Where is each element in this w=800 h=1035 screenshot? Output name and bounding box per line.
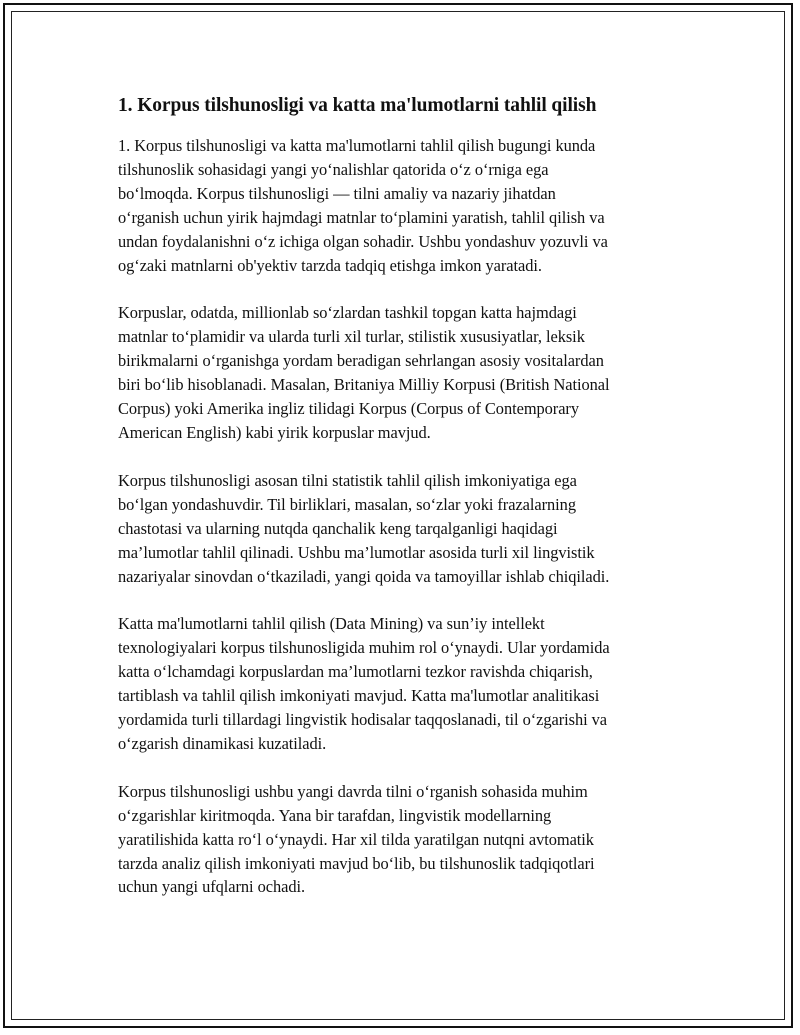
text-line: chastotasi va ularning nutqda qanchalik keng tarqalganligi haqidagi: [118, 518, 558, 538]
text-line: matnlar to‘plamidir va ularda turli xil turlar, stilistik xususiyatlar, leksik: [118, 327, 585, 347]
text-line: ma’lumotlar tahlil qilinadi. Ushbu ma’lumotlar asosida turli xil lingvistik: [118, 542, 595, 562]
text-line: katta o‘lchamdagi korpuslardan ma’lumotlarni tezkor ravishda chiqarish,: [118, 662, 593, 682]
text-line: Korpuslar, odatda, millionlab so‘zlardan tashkil topgan katta hajmdagi: [118, 303, 577, 323]
text-line: Katta ma'lumotlarni tahlil qilish (Data Mining) va sun’iy intellekt: [118, 614, 545, 634]
text-line: undan foydalanishni o‘z ichiga olgan sohadir. Ushbu yondashuv yozuvli va: [118, 231, 608, 251]
paragraph-4: [118, 612, 678, 755]
text-line: bo‘lmoqda. Korpus tilshunosligi — tilni amaliy va nazariy jihatdan: [118, 183, 556, 203]
text-line: Corpus) yoki Amerika ingliz tilidagi Korpus (Corpus of Contemporary: [118, 399, 579, 419]
text-line: 1. Korpus tilshunosligi va katta ma'lumotlarni tahlil qilish bugungi kunda: [118, 136, 596, 155]
text-line: o‘rganish uchun yirik hajmdagi matnlar to‘plamini yaratish, tahlil qilish va: [118, 207, 605, 227]
text-line: tartiblash va tahlil qilish imkoniyati mavjud. Katta ma'lumotlar analitikasi: [118, 686, 600, 706]
text-line: o‘zgarish dinamikasi kuzatiladi.: [118, 733, 327, 753]
text-line: tilshunoslik sohasidagi yangi yo‘nalishlar qatorida o‘z o‘rniga ega: [118, 159, 549, 179]
document-body: [118, 93, 678, 923]
text-line: og‘zaki matnlarni ob'yektiv tarzda tadqiq etishga imkon yaratadi.: [118, 255, 542, 275]
paragraph-1: [118, 134, 678, 277]
document-title: 1. Korpus tilshunosligi va katta ma'lumotlarni tahlil qilish: [118, 95, 597, 116]
paragraph-2: [118, 301, 678, 444]
text-line: American English) kabi yirik korpuslar mavjud.: [118, 422, 431, 442]
text-line: Korpus tilshunosligi asosan tilni statistik tahlil qilish imkoniyatiga ega: [118, 470, 577, 490]
paragraph-3: [118, 469, 678, 589]
text-line: uchun yangi ufqlarni ochadi.: [118, 877, 306, 897]
text-line: o‘zgarishlar kiritmoqda. Yana bir tarafdan, lingvistik modellarning: [118, 805, 552, 825]
text-line: yaratilishida katta ro‘l o‘ynaydi. Har xil tilda yaratilgan nutqni avtomatik: [118, 829, 594, 849]
text-line: bo‘lgan yondashuvdir. Til birliklari, masalan, so‘zlar yoki frazalarning: [118, 494, 576, 514]
paragraph-5: [118, 780, 678, 900]
text-line: nazariyalar sinovdan o‘tkaziladi, yangi qoida va tamoyillar ishlab chiqiladi.: [118, 566, 610, 586]
text-line: birikmalarni o‘rganishga yordam beradigan sehrlangan asosiy vositalardan: [118, 351, 604, 371]
text-line: yordamida turli tillardagi lingvistik hodisalar taqqoslanadi, til o‘zgarishi va: [118, 710, 608, 730]
text-line: tarzda analiz qilish imkoniyati mavjud bo‘lib, bu tilshunoslik tadqiqotlari: [118, 853, 595, 873]
text-line: Korpus tilshunosligi ushbu yangi davrda tilni o‘rganish sohasida muhim: [118, 781, 588, 801]
text-line: biri bo‘lib hisoblanadi. Masalan, Britaniya Milliy Korpusi (British National: [118, 375, 610, 395]
text-line: texnologiyalari korpus tilshunosligida muhim rol o‘ynaydi. Ular yordamida: [118, 638, 610, 658]
